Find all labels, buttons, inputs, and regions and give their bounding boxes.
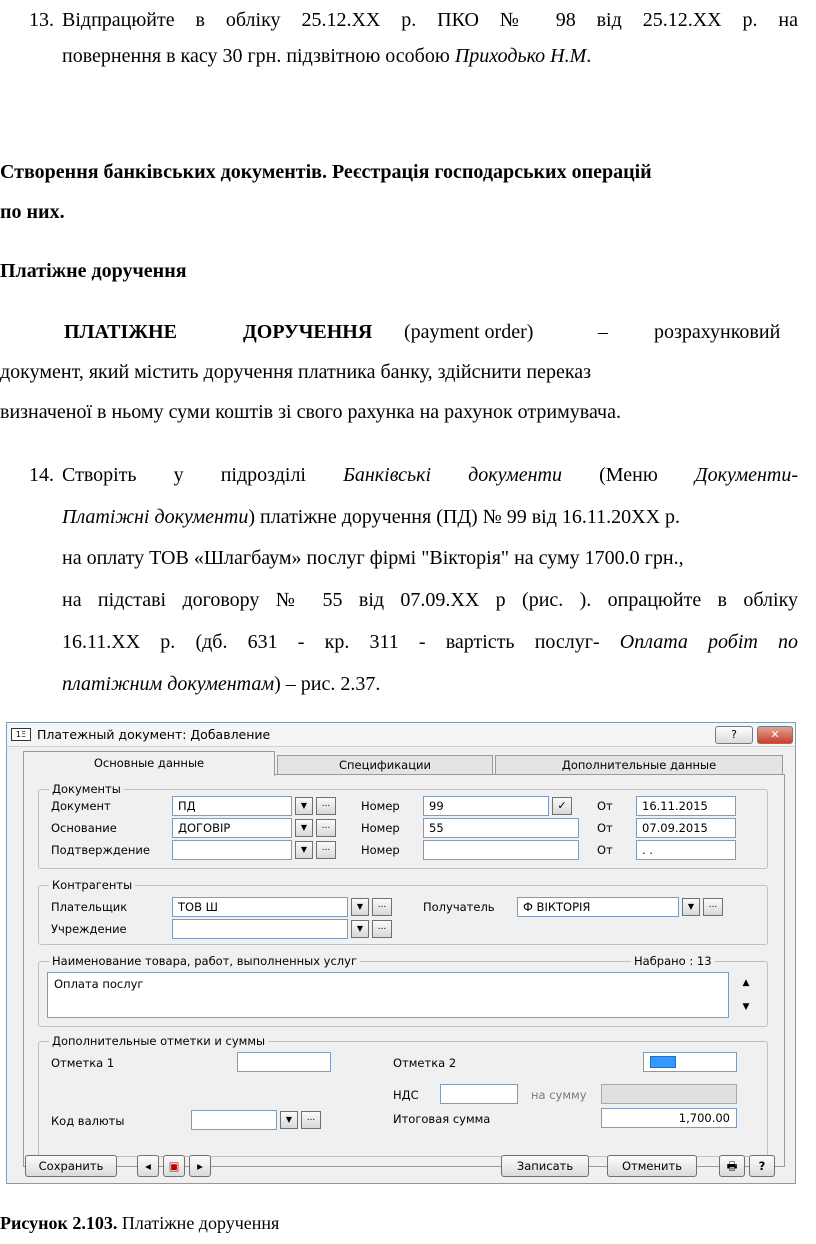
chevron-down-icon[interactable]: ▼ — [280, 1111, 298, 1129]
date-label-3: От — [597, 843, 613, 857]
item-13-line-2: повернення в касу 30 грн. підзвітною особою Приходько Н.М. — [62, 45, 592, 67]
definition-line-2: документ, який містить доручення платника банку, здійснити переказ — [0, 361, 592, 383]
help-button[interactable]: ? — [715, 726, 753, 744]
number-label-3: Номер — [361, 843, 400, 857]
number-input-2[interactable]: 55 — [423, 818, 579, 838]
goods-group-label: Наименование товара, работ, выполненных услуг — [49, 954, 360, 968]
confirmation-label: Подтверждение — [51, 843, 150, 857]
date-input-2[interactable]: 07.09.2015 — [636, 818, 736, 838]
item-13-number: 13. — [29, 9, 54, 31]
basis-label: Основание — [51, 821, 117, 835]
figure-caption: Рисунок 2.103. Платіжне доручення — [0, 1213, 280, 1233]
scroll-up-icon[interactable]: ▲ — [742, 978, 750, 988]
date-input-1[interactable]: 16.11.2015 — [636, 796, 736, 816]
institution-label: Учреждение — [51, 922, 127, 936]
section-heading-line-1: Створення банківських документів. Реєстрація господарських операцій — [0, 161, 652, 183]
total-input[interactable]: 1,700.00 — [601, 1108, 737, 1128]
document-icon: 1Ξ — [11, 728, 31, 741]
date-label-1: От — [597, 799, 613, 813]
scroll-down-icon[interactable]: ▼ — [742, 1002, 750, 1012]
payer-label: Плательщик — [51, 900, 128, 914]
date-input-3[interactable]: . . — [636, 840, 736, 860]
number-input-1[interactable]: 99 — [423, 796, 549, 816]
cancel-button[interactable]: Отменить — [607, 1155, 697, 1177]
write-button[interactable]: Записать — [501, 1155, 589, 1177]
help-footer-button[interactable]: ? — [749, 1155, 775, 1177]
tab-additional-data[interactable]: Дополнительные данные — [495, 755, 783, 775]
chevron-down-icon[interactable]: ▼ — [351, 898, 369, 916]
checkmark-icon[interactable]: ✓ — [552, 797, 572, 815]
item-14-line-2: Платіжні документи) платіжне доручення (ПД) № 99 від 16.11.20ХХ р. — [62, 506, 681, 528]
total-label: Итоговая сумма — [393, 1112, 491, 1126]
documents-group — [38, 782, 768, 869]
item-13-line-1: Відпрацюйте в обліку 25.12.ХХ р. ПКО № 98 від 25.12.ХХ р. на — [62, 9, 798, 31]
tab-bar — [23, 751, 785, 775]
goods-description-text: Оплата послуг — [54, 977, 144, 991]
document-select[interactable]: ПД — [172, 796, 292, 816]
payer-select[interactable]: ТОВ Ш — [172, 897, 348, 917]
close-button[interactable]: ✕ — [757, 726, 793, 744]
institution-select[interactable] — [172, 919, 348, 939]
vat-sum-input — [601, 1084, 737, 1104]
mark-2-label: Отметка 2 — [393, 1056, 457, 1070]
mark-1-input[interactable] — [237, 1052, 331, 1072]
extra-marks-group — [38, 1034, 768, 1157]
chevron-down-icon[interactable]: ▼ — [351, 920, 369, 938]
chevron-down-icon[interactable]: ▼ — [682, 898, 700, 916]
main-data-panel — [23, 774, 785, 1167]
section-heading-line-2: по них. — [0, 201, 65, 223]
goods-description-textarea[interactable] — [47, 972, 729, 1018]
on-sum-label: на сумму — [531, 1088, 587, 1102]
chevron-down-icon[interactable]: ▼ — [295, 841, 313, 859]
currency-select[interactable] — [191, 1110, 277, 1130]
chevron-down-icon[interactable]: ▼ — [295, 819, 313, 837]
dialog-title: Платежный документ: Добавление — [37, 727, 271, 742]
receiver-label: Получатель — [423, 900, 495, 914]
number-label-2: Номер — [361, 821, 400, 835]
mark-2-color-input[interactable] — [643, 1052, 737, 1072]
definition-line-3: визначеної в ньому суми коштів зі свого рахунка на рахунок отримувача. — [0, 401, 621, 423]
goods-group — [38, 954, 768, 1027]
ellipsis-icon[interactable]: ... — [372, 898, 392, 916]
number-input-3[interactable] — [423, 840, 579, 860]
payment-document-dialog — [6, 722, 796, 1184]
ellipsis-icon[interactable]: ... — [372, 920, 392, 938]
printer-icon[interactable]: 🖶 — [719, 1155, 745, 1177]
ellipsis-icon[interactable]: ... — [703, 898, 723, 916]
basis-select[interactable]: ДОГОВІР — [172, 818, 292, 838]
document-red-icon[interactable]: ▣ — [163, 1155, 185, 1177]
ellipsis-icon[interactable]: ... — [316, 797, 336, 815]
ellipsis-icon[interactable]: ... — [316, 841, 336, 859]
dialog-titlebar[interactable] — [7, 723, 795, 747]
item-14-line-6: платіжним документам) – рис. 2.37. — [62, 673, 381, 695]
typed-count: Набрано : 13 — [631, 954, 715, 968]
date-label-2: От — [597, 821, 613, 835]
confirmation-select[interactable] — [172, 840, 292, 860]
next-icon[interactable]: ▸ — [189, 1155, 211, 1177]
receiver-select[interactable]: Ф ВІКТОРІЯ — [517, 897, 679, 917]
prev-icon[interactable]: ◂ — [137, 1155, 159, 1177]
counterparties-group-label: Контрагенты — [49, 878, 135, 892]
ellipsis-icon[interactable]: ... — [316, 819, 336, 837]
number-label-1: Номер — [361, 799, 400, 813]
item-14-line-5: 16.11.ХХ р. (дб. 631 - кр. 311 - вартість послуг- Оплата робіт по — [62, 631, 799, 653]
save-button[interactable]: Сохранить — [25, 1155, 117, 1177]
tab-main-data[interactable]: Основные данные — [23, 751, 275, 776]
subheading: Платіжне доручення — [0, 260, 187, 282]
ellipsis-icon[interactable]: ... — [301, 1111, 321, 1129]
document-label: Документ — [51, 799, 111, 813]
vat-label: НДС — [393, 1088, 419, 1102]
counterparties-group — [38, 878, 768, 945]
mark-1-label: Отметка 1 — [51, 1056, 115, 1070]
item-14-line-3: на оплату ТОВ «Шлагбаум» послуг фірмі "Вікторія" на суму 1700.0 грн., — [62, 547, 684, 569]
extra-marks-group-label: Дополнительные отметки и суммы — [49, 1034, 268, 1048]
vat-input[interactable] — [440, 1084, 518, 1104]
item-14-line-4: на підставі договору № 55 від 07.09.ХХ р (рис. ). опрацюйте в обліку — [62, 589, 798, 611]
item-14-number: 14. — [29, 464, 54, 486]
chevron-down-icon[interactable]: ▼ — [295, 797, 313, 815]
item-14-line-1: Створіть у підрозділі Банківські документи (Меню Документи- — [62, 464, 799, 486]
currency-label: Код валюты — [51, 1114, 125, 1128]
color-swatch — [650, 1056, 676, 1068]
tab-specifications[interactable]: Спецификации — [277, 755, 493, 775]
documents-group-label: Документы — [49, 782, 124, 796]
